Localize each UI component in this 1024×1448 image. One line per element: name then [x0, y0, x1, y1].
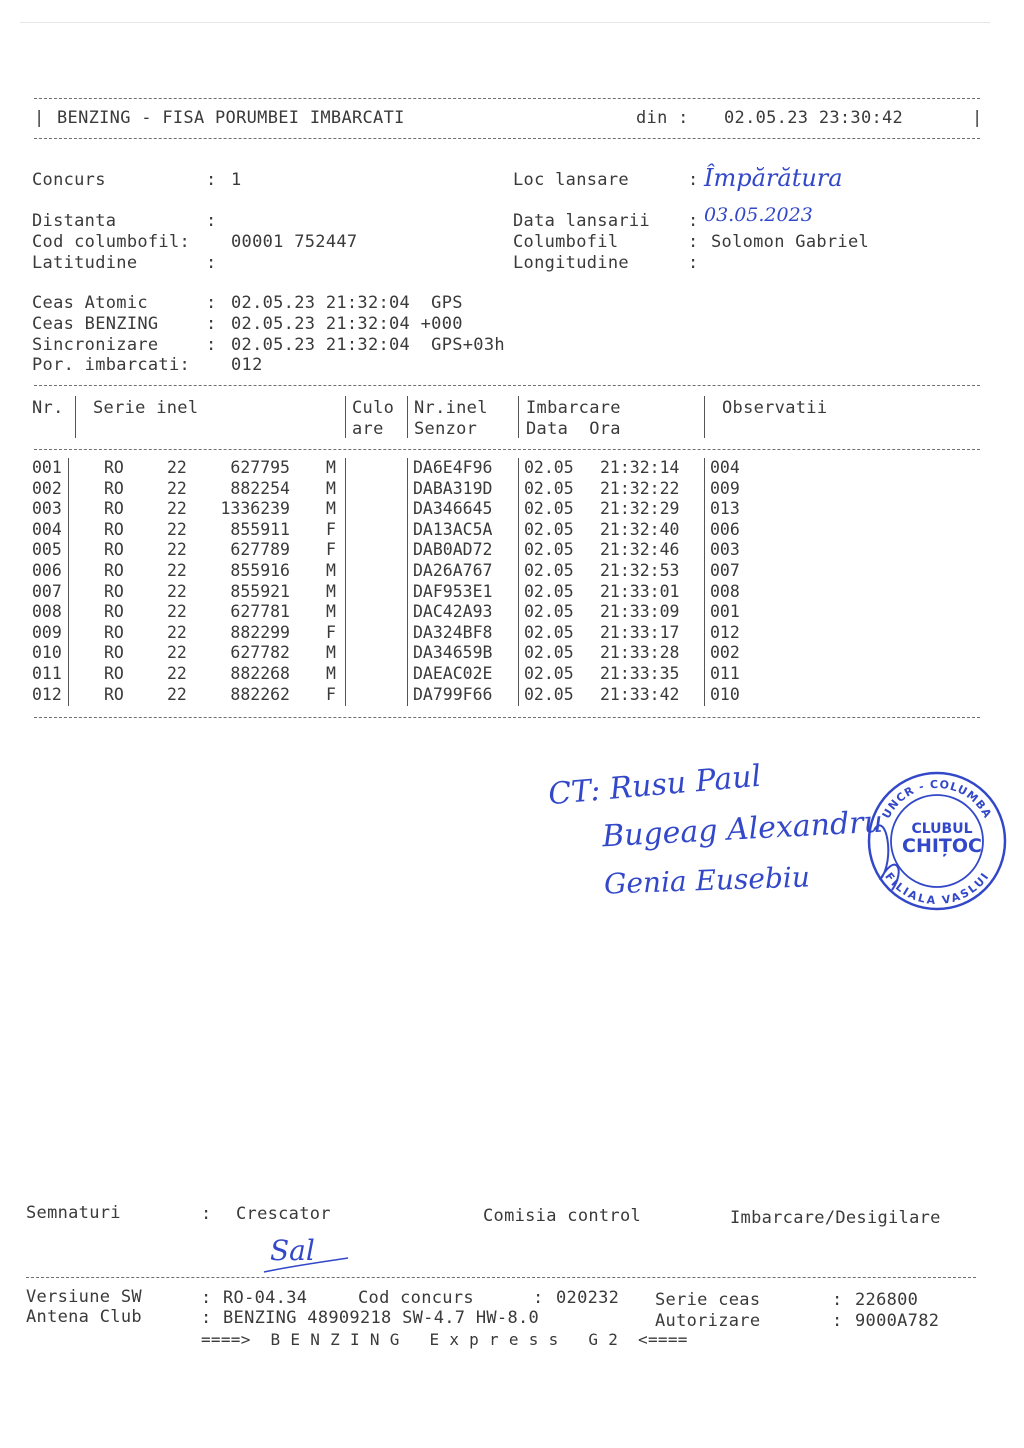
body-sep-time [704, 458, 705, 706]
cell-country: RO [104, 664, 124, 683]
cell-sex: F [326, 519, 336, 539]
cell-nr: 012 [32, 684, 62, 704]
cell-country: RO [104, 519, 124, 539]
cell-observatii: 013 [710, 499, 740, 519]
comisia-control-label: Comisia control [483, 1206, 642, 1226]
longitudine-colon: : [688, 253, 699, 273]
cell-nr: 009 [32, 622, 62, 642]
stamp-center-2: CHIȚOC [902, 835, 982, 857]
cell-country: RO [104, 684, 124, 704]
cell-observatii: 009 [710, 478, 740, 498]
por-imbarcati-value: 012 [231, 355, 263, 375]
cell-sex: F [326, 540, 336, 560]
cell-observatii: 006 [710, 519, 740, 539]
sincronizare-value: 02.05.23 21:32:04 GPS+03h [231, 335, 505, 355]
autorizare-value: 9000A782 [855, 1311, 940, 1331]
cell-observatii: 010 [710, 684, 740, 704]
cell-sex: F [326, 684, 336, 704]
cell-year: 22 [167, 478, 187, 498]
club-stamp [866, 770, 1008, 912]
table-row [0, 643, 1024, 664]
data-lansarii-label: Data lansarii [513, 211, 650, 231]
cell-date: 02.05 [524, 458, 574, 477]
cell-sex: F [326, 622, 336, 642]
cell-time: 21:33:09 [600, 602, 680, 622]
cell-date: 02.05 [524, 664, 574, 683]
cell-sex: M [326, 602, 336, 622]
cell-country: RO [104, 561, 124, 580]
table-row [0, 664, 1024, 685]
data-lansarii-colon: : [688, 211, 699, 231]
col-header-senzor: Senzor [414, 419, 478, 439]
cod-concurs-label: Cod concurs [358, 1288, 474, 1308]
cell-time: 21:32:29 [600, 499, 680, 519]
table-row [0, 499, 1024, 520]
latitudine-label: Latitudine [32, 253, 138, 273]
cell-sensor: DA324BF8 [413, 622, 493, 642]
cell-observatii: 002 [710, 643, 740, 663]
cell-nr: 006 [32, 561, 62, 580]
cell-country: RO [104, 540, 124, 560]
loc-lansare-colon: : [688, 170, 699, 190]
columbofil-value: Solomon Gabriel [711, 232, 870, 252]
cod-columbofil-value: 00001 752447 [231, 232, 358, 252]
stamp-top-text: UNCR - COLUMBA [879, 777, 995, 821]
header-sep-nr [75, 396, 76, 438]
header-sep-culoare [407, 396, 408, 438]
cell-time: 21:32:46 [600, 540, 680, 560]
antena-club-value: BENZING 48909218 SW-4.7 HW-8.0 [223, 1308, 540, 1328]
cell-country: RO [104, 458, 124, 477]
cell-country: RO [104, 499, 124, 519]
concurs-value: 1 [231, 170, 242, 190]
handwritten-bugeag-alexandru: Bugeag Alexandru [601, 804, 884, 855]
cell-time: 21:33:35 [600, 664, 680, 683]
footer-top-rule [26, 1277, 976, 1278]
cod-concurs-colon: : [533, 1288, 544, 1308]
cell-date: 02.05 [524, 581, 574, 601]
crescator-signature-underline [262, 1252, 352, 1278]
cell-observatii: 011 [710, 664, 740, 683]
semnaturi-label: Semnaturi [26, 1203, 121, 1223]
din-label: din : [636, 108, 689, 128]
concurs-colon: : [206, 170, 217, 190]
table-row [0, 685, 1024, 706]
cell-country: RO [104, 478, 124, 498]
cell-sensor: DAEAC02E [413, 664, 493, 683]
serie-ceas-value: 226800 [855, 1290, 919, 1310]
col-header-imbarcare: Imbarcare [526, 398, 621, 418]
columbofil-colon: : [688, 232, 699, 252]
cell-time: 21:33:28 [600, 643, 680, 663]
table-top-rule [34, 385, 980, 386]
imbarcare-desigilare-label: Imbarcare/Desigilare [730, 1208, 941, 1228]
cell-sensor: DAF953E1 [413, 581, 493, 601]
cell-time: 21:32:14 [600, 458, 680, 477]
cell-time: 21:32:22 [600, 478, 680, 498]
sincronizare-colon: : [206, 335, 217, 355]
latitudine-colon: : [206, 253, 217, 273]
cell-year: 22 [167, 540, 187, 560]
cell-year: 22 [167, 458, 187, 477]
cell-sensor: DA34659B [413, 643, 493, 663]
cell-time: 21:33:01 [600, 581, 680, 601]
cell-date: 02.05 [524, 540, 574, 560]
cell-ring: 627795 [230, 458, 290, 477]
cell-year: 22 [167, 664, 187, 683]
serie-ceas-label: Serie ceas [655, 1290, 761, 1310]
cell-nr: 001 [32, 458, 62, 477]
cod-concurs-value: 020232 [556, 1288, 620, 1308]
table-row [0, 479, 1024, 500]
cell-sensor: DAB0AD72 [413, 540, 493, 560]
cell-sex: M [326, 478, 336, 498]
stamp-center-1: CLUBUL [911, 821, 973, 837]
columbofil-label: Columbofil [513, 232, 619, 252]
distanta-label: Distanta [32, 211, 117, 231]
cell-sensor: DA346645 [413, 499, 493, 519]
header-left-bar: | [34, 108, 45, 128]
serie-ceas-colon: : [832, 1290, 843, 1310]
header-sep-imbarcare [704, 396, 705, 438]
col-header-serie-inel: Serie inel [93, 398, 199, 418]
cell-sex: M [326, 458, 336, 477]
cell-year: 22 [167, 581, 187, 601]
cell-nr: 005 [32, 540, 62, 560]
cell-time: 21:33:42 [600, 684, 680, 704]
header-sep-serie [345, 396, 346, 438]
cell-date: 02.05 [524, 602, 574, 622]
loc-lansare-label: Loc lansare [513, 170, 629, 190]
cell-ring: 855911 [230, 519, 290, 539]
por-imbarcati-label: Por. imbarcati: [32, 355, 191, 375]
cell-date: 02.05 [524, 643, 574, 663]
cell-sensor: DABA319D [413, 478, 493, 498]
cell-ring: 627782 [230, 643, 290, 663]
cell-nr: 011 [32, 664, 62, 683]
cell-time: 21:32:53 [600, 561, 680, 580]
col-header-data-ora: Data Ora [526, 419, 621, 439]
scan-edge-line [20, 22, 990, 23]
col-header-culoare-2: are [352, 419, 384, 439]
antena-club-colon: : [201, 1308, 212, 1328]
cell-sex: M [326, 643, 336, 663]
stamp-bottom-text: FILIALA VASLUI [882, 870, 992, 908]
versiune-sw-value: RO-04.34 [223, 1288, 308, 1308]
svg-text:UNCR - COLUMBA [880, 778, 995, 821]
autorizare-colon: : [832, 1311, 843, 1331]
table-row [0, 602, 1024, 623]
cell-sex: M [326, 499, 336, 519]
table-row [0, 520, 1024, 541]
handwritten-genia-eusebiu: Genia Eusebiu [603, 860, 811, 901]
din-value: 02.05.23 23:30:42 [724, 108, 904, 128]
cell-country: RO [104, 622, 124, 642]
cell-ring: 882299 [230, 622, 290, 642]
cell-observatii: 007 [710, 561, 740, 580]
col-header-culoare-1: Culo [352, 398, 395, 418]
versiune-sw-colon: : [201, 1288, 212, 1308]
cell-nr: 003 [32, 499, 62, 519]
cell-nr: 004 [32, 519, 62, 539]
cell-year: 22 [167, 602, 187, 622]
cell-country: RO [104, 643, 124, 663]
cell-observatii: 004 [710, 458, 740, 477]
cell-sex: M [326, 561, 336, 580]
cell-observatii: 008 [710, 581, 740, 601]
cell-ring: 627789 [230, 540, 290, 560]
header-sep-nrinel [518, 396, 519, 438]
autorizare-label: Autorizare [655, 1311, 761, 1331]
col-header-nr-inel: Nr.inel [414, 398, 488, 418]
cell-year: 22 [167, 622, 187, 642]
antena-club-label: Antena Club [26, 1307, 142, 1327]
data-lansarii-value: 03.05.2023 [704, 204, 813, 226]
cell-sensor: DAC42A93 [413, 602, 493, 622]
cod-columbofil-label: Cod columbofil: [32, 232, 191, 252]
cell-year: 22 [167, 561, 187, 580]
cell-sensor: DA13AC5A [413, 519, 493, 539]
cell-time: 21:33:17 [600, 622, 680, 642]
body-sep-sensor [518, 458, 519, 706]
cell-sensor: DA26A767 [413, 561, 493, 580]
cell-ring: 882268 [230, 664, 290, 683]
document-title: BENZING - FISA PORUMBEI IMBARCATI [57, 108, 405, 128]
body-sep-culoare [407, 458, 408, 706]
col-header-observatii: Observatii [722, 398, 828, 418]
ceas-benzing-value: 02.05.23 21:32:04 +000 [231, 314, 463, 334]
cell-country: RO [104, 602, 124, 622]
cell-ring: 855916 [230, 561, 290, 580]
cell-sex: M [326, 664, 336, 683]
cell-ring: 855921 [230, 581, 290, 601]
cell-sensor: DA799F66 [413, 684, 493, 704]
handwritten-ct-rusu-paul: CT: Rusu Paul [546, 758, 763, 813]
ceas-atomic-value: 02.05.23 21:32:04 GPS [231, 293, 463, 313]
cell-date: 02.05 [524, 499, 574, 519]
cell-year: 22 [167, 643, 187, 663]
concurs-label: Concurs [32, 170, 106, 190]
cell-ring: 627781 [230, 602, 290, 622]
cell-observatii: 003 [710, 540, 740, 560]
cell-nr: 008 [32, 602, 62, 622]
header-bottom-rule [34, 138, 980, 139]
body-sep-serie [345, 458, 346, 706]
table-bottom-rule [34, 717, 980, 718]
cell-nr: 007 [32, 581, 62, 601]
cell-date: 02.05 [524, 561, 574, 580]
ceas-atomic-label: Ceas Atomic [32, 293, 148, 313]
cell-ring: 882254 [230, 478, 290, 498]
ceas-benzing-label: Ceas BENZING [32, 314, 159, 334]
cell-observatii: 012 [710, 622, 740, 642]
sincronizare-label: Sincronizare [32, 335, 159, 355]
cell-year: 22 [167, 499, 187, 519]
benzing-banner: ====> B E N Z I N G E x p r e s s G 2 <==== [201, 1330, 688, 1349]
cell-date: 02.05 [524, 519, 574, 539]
distanta-colon: : [206, 211, 217, 231]
table-row [0, 540, 1024, 561]
cell-sensor: DA6E4F96 [413, 458, 493, 477]
table-header-bottom-rule [34, 449, 980, 450]
cell-ring: 1336239 [220, 499, 290, 519]
cell-date: 02.05 [524, 622, 574, 642]
semnaturi-colon: : [201, 1204, 212, 1224]
versiune-sw-label: Versiune SW [26, 1287, 142, 1307]
table-row [0, 561, 1024, 582]
cell-date: 02.05 [524, 684, 574, 704]
loc-lansare-value: Împărătura [704, 164, 843, 192]
cell-nr: 002 [32, 478, 62, 498]
table-row [0, 623, 1024, 644]
cell-year: 22 [167, 519, 187, 539]
crescator-label: Crescator [236, 1204, 331, 1224]
cell-nr: 010 [32, 643, 62, 663]
cell-country: RO [104, 581, 124, 601]
body-sep-nr [68, 458, 69, 706]
cell-date: 02.05 [524, 478, 574, 498]
cell-year: 22 [167, 684, 187, 704]
table-row [0, 582, 1024, 603]
header-top-rule [34, 98, 980, 99]
ceas-benzing-colon: : [206, 314, 217, 334]
cell-time: 21:32:40 [600, 519, 680, 539]
cell-sex: M [326, 581, 336, 601]
crescator-signature: Sal [270, 1234, 315, 1267]
cell-ring: 882262 [230, 684, 290, 704]
col-header-nr: Nr. [32, 398, 64, 418]
longitudine-label: Longitudine [513, 253, 629, 273]
header-right-bar: | [972, 108, 983, 128]
cell-observatii: 001 [710, 602, 740, 622]
ceas-atomic-colon: : [206, 293, 217, 313]
table-row [0, 458, 1024, 479]
